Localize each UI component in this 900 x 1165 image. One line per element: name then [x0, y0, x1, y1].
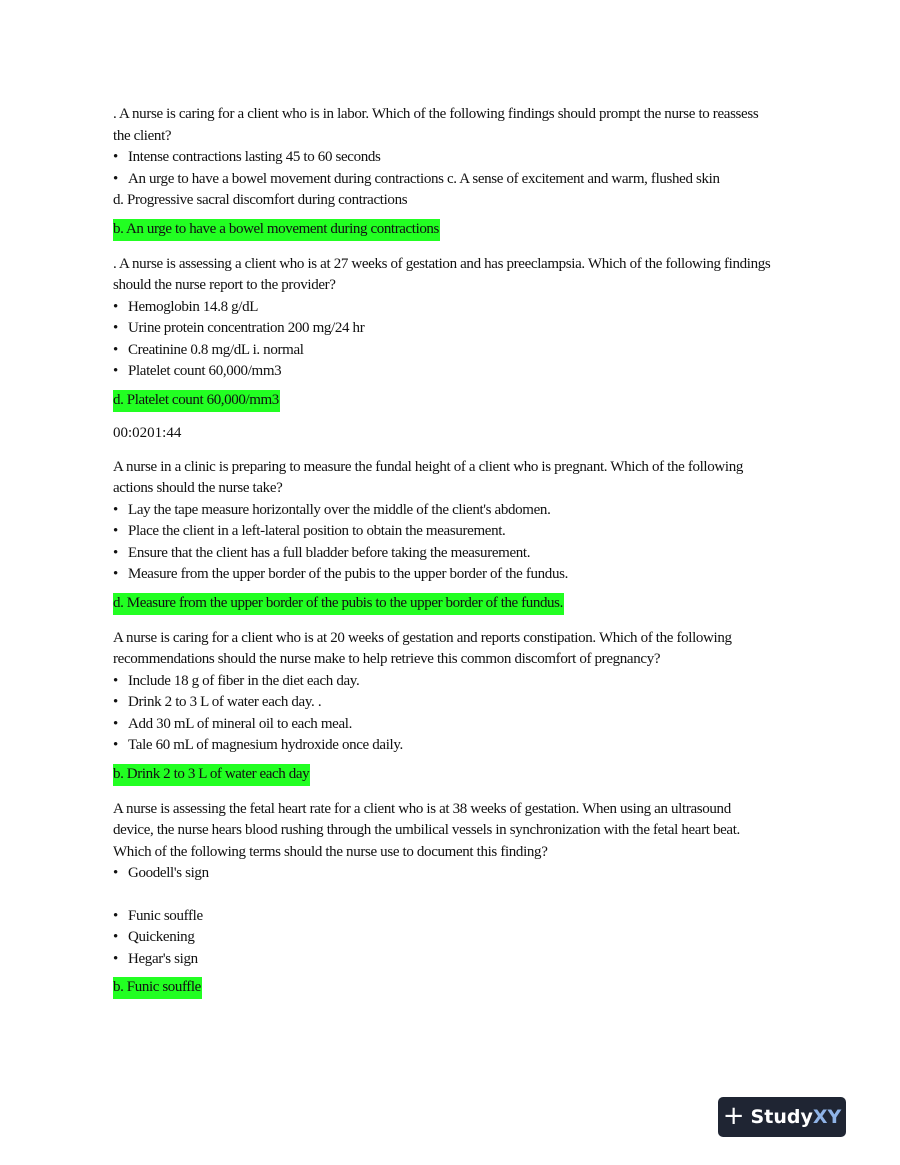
highlighted-answer: d. Measure from the upper border of the pubis to the upper border of the fundus.	[113, 593, 564, 615]
bullet: •	[113, 865, 118, 881]
option-item	[113, 671, 813, 693]
timestamp-text: 00:0201:44	[113, 424, 182, 441]
option-text: Measure from the upper border of the pubis to the upper border of the fundus.	[128, 566, 568, 582]
question-stem-line: A nurse is assessing the fetal heart rate for a client who is at 38 weeks of gestation. When using an ultrasound	[113, 800, 731, 817]
bullet: •	[113, 950, 118, 967]
option-item	[113, 318, 813, 340]
bullet: •	[113, 341, 118, 358]
highlighted-answer: d. Platelet count 60,000/mm3	[113, 390, 280, 412]
bullet: •	[113, 298, 118, 315]
question-stem-line: should the nurse report to the provider?	[113, 277, 336, 293]
option-item	[113, 521, 813, 543]
question-stem-line: device, the nurse hears blood rushing through the umbilical vessels in synchronization with the fetal heart beat.	[113, 822, 740, 838]
bullet: •	[113, 672, 118, 689]
studyxy-logo[interactable]	[718, 1097, 846, 1137]
option-item	[113, 863, 813, 885]
option-item	[113, 714, 813, 736]
option-text: Funic souffle	[128, 907, 203, 924]
highlighted-answer: b. Funic souffle	[113, 977, 202, 999]
bullet: •	[113, 737, 118, 753]
question-5	[113, 799, 813, 1000]
blank-line	[113, 885, 813, 906]
question-stem-line: recommendations should the nurse make to help retrieve this common discomfort of pregnancy?	[113, 651, 661, 667]
question-stem-line: . A nurse is caring for a client who is in labor. Which of the following findings should prompt the nurse to reassess	[113, 106, 759, 122]
option-text: Drink 2 to 3 L of water each day. .	[128, 694, 322, 710]
option-item	[113, 169, 813, 191]
option-item	[113, 949, 813, 971]
bullet: •	[113, 363, 118, 379]
option-text: Hegar's sign	[128, 950, 198, 967]
option-item	[113, 735, 813, 757]
option-text: Place the client in a left-lateral position to obtain the measurement.	[128, 523, 506, 539]
bullet: •	[113, 566, 118, 582]
question-stem-line: A nurse is caring for a client who is at 20 weeks of gestation and reports constipation. Which of the following	[113, 629, 732, 646]
bullet: •	[113, 715, 118, 732]
option-text: d. Progressive sacral discomfort during contractions	[113, 192, 408, 208]
question-stem-line: A nurse in a clinic is preparing to measure the fundal height of a client who is pregnant. Which of the following	[113, 458, 743, 475]
option-text: Lay the tape measure horizontally over the middle of the client's abdomen.	[128, 501, 551, 518]
bullet: •	[113, 929, 118, 945]
question-stem-line: Which of the following terms should the nurse use to document this finding?	[113, 843, 548, 860]
question-stem-line: . A nurse is assessing a client who is at 27 weeks of gestation and has preeclampsia. Which of the following findings	[113, 255, 771, 272]
highlighted-answer: b. Drink 2 to 3 L of water each day	[113, 764, 310, 786]
bullet: •	[113, 694, 118, 710]
option-text: Creatinine 0.8 mg/dL i. normal	[128, 341, 304, 358]
option-item	[113, 361, 813, 383]
bullet: •	[113, 170, 118, 187]
option-text: Urine protein concentration 200 mg/24 hr	[128, 320, 365, 336]
logo-text-study: Study	[750, 1106, 813, 1128]
bullet: •	[113, 907, 118, 924]
option-text: Platelet count 60,000/mm3	[128, 363, 282, 379]
option-item	[113, 190, 813, 212]
option-item	[113, 543, 813, 565]
option-text: Include 18 g of fiber in the diet each day.	[128, 672, 360, 689]
document-page	[113, 104, 813, 1012]
option-text: Goodell's sign	[128, 865, 209, 881]
option-item	[113, 564, 813, 586]
option-text: Quickening	[128, 929, 195, 945]
option-item	[113, 500, 813, 522]
bullet: •	[113, 544, 118, 561]
bullet: •	[113, 501, 118, 518]
plus-icon: +	[722, 1101, 745, 1131]
logo-text-xy: XY	[812, 1106, 842, 1128]
option-item	[113, 692, 813, 714]
bullet: •	[113, 523, 118, 539]
question-4	[113, 628, 813, 786]
question-1	[113, 104, 813, 241]
option-item	[113, 927, 813, 949]
option-text: Add 30 mL of mineral oil to each meal.	[128, 715, 352, 732]
bullet: •	[113, 320, 118, 336]
question-2	[113, 254, 813, 412]
highlighted-answer: b. An urge to have a bowel movement during contractions	[113, 219, 440, 241]
option-text: An urge to have a bowel movement during contractions c. A sense of excitement and warm, flushed skin	[128, 170, 720, 187]
question-stem-line: the client?	[113, 127, 172, 144]
option-text: Tale 60 mL of magnesium hydroxide once daily.	[128, 737, 403, 753]
logo-text	[751, 1106, 842, 1128]
option-text: Hemoglobin 14.8 g/dL	[128, 298, 259, 315]
option-item	[113, 297, 813, 319]
option-text: Ensure that the client has a full bladder before taking the measurement.	[128, 544, 531, 561]
option-item	[113, 340, 813, 362]
option-item	[113, 147, 813, 169]
question-3	[113, 457, 813, 615]
question-stem-line: actions should the nurse take?	[113, 480, 283, 496]
option-text: Intense contractions lasting 45 to 60 seconds	[128, 149, 381, 165]
option-item	[113, 906, 813, 928]
bullet: •	[113, 149, 118, 165]
